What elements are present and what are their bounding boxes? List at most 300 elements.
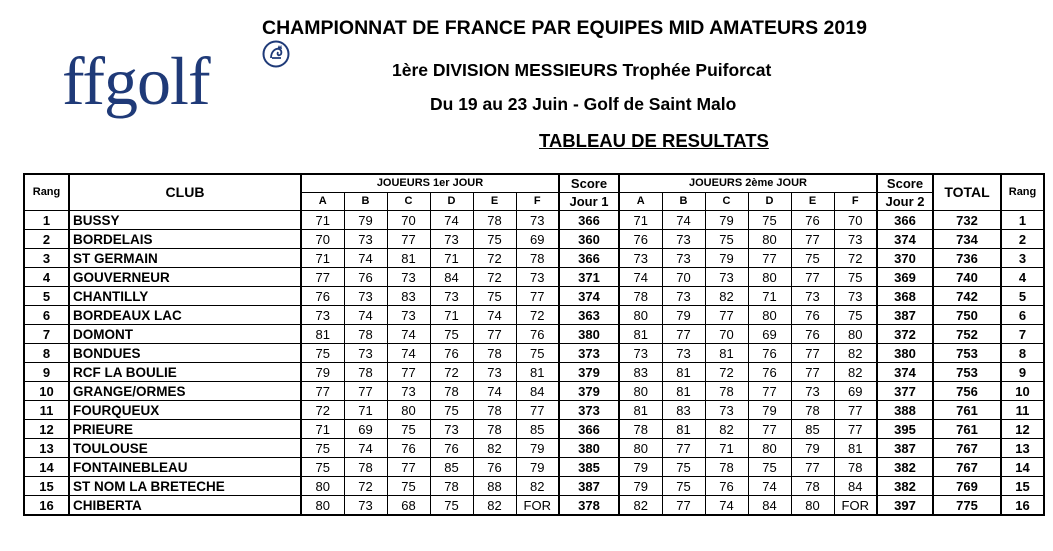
day2-score-cell: 76 [748,363,791,382]
table-row [24,477,1044,496]
day2-score-cell: 75 [662,458,705,477]
day1-score-cell: 73 [430,287,473,306]
day2-total-cell: 374 [877,363,933,382]
day1-score-cell: 75 [430,401,473,420]
day1-score-cell: 77 [387,230,430,249]
day1-score-cell: 75 [301,439,344,458]
day2-score-cell: 77 [748,382,791,401]
day2-total-cell: 397 [877,496,933,516]
table-row [24,344,1044,363]
player-b-header: B [344,193,387,211]
day2-score-cell: 81 [619,325,662,344]
day2-score-cell: 77 [662,496,705,516]
day1-score-cell: 81 [387,249,430,268]
day2-score-cell: 75 [662,477,705,496]
day2-total-cell: 366 [877,211,933,230]
total-cell: 767 [933,458,1001,477]
day1-score-cell: 76 [516,325,559,344]
day2-score-cell: 77 [834,401,877,420]
final-rank-cell: 3 [1001,249,1044,268]
day1-score-cell: 82 [473,496,516,516]
rank-cell: 14 [24,458,69,477]
day2-total-cell: 387 [877,306,933,325]
day1-score-cell: 71 [301,249,344,268]
day1-score-cell: 73 [301,306,344,325]
day1-score-cell: 72 [473,249,516,268]
club-name-cell: FOURQUEUX [69,401,301,420]
day1-total-cell: 371 [559,268,619,287]
day1-total-cell: 380 [559,325,619,344]
col-jour1-header: JOUEURS 1er JOUR [301,174,559,193]
club-name-cell: BORDEAUX LAC [69,306,301,325]
day2-score-cell: 74 [662,211,705,230]
day1-score-cell: 85 [430,458,473,477]
club-name-cell: DOMONT [69,325,301,344]
player-e-header: E [473,193,516,211]
day2-score-cell: 72 [834,249,877,268]
day2-total-cell: 387 [877,439,933,458]
table-row [24,363,1044,382]
day1-score-cell: 75 [387,420,430,439]
club-name-cell: TOULOUSE [69,439,301,458]
day1-score-cell: 78 [473,211,516,230]
day2-score-cell: 74 [748,477,791,496]
rank-cell: 13 [24,439,69,458]
day1-score-cell: 75 [301,458,344,477]
results-body [24,211,1044,516]
table-row [24,458,1044,477]
day1-score-cell: 84 [516,382,559,401]
day1-score-cell: 75 [387,477,430,496]
day2-score-cell: 73 [791,382,834,401]
col-jour2-header: JOUEURS 2ème JOUR [619,174,877,193]
col-rang-end-header: Rang [1001,174,1044,211]
day2-score-cell: 78 [619,287,662,306]
day1-score-cell: 74 [387,344,430,363]
table-row [24,249,1044,268]
division-subtitle: 1ère DIVISION MESSIEURS Trophée Puiforcat [392,60,772,80]
total-cell: 752 [933,325,1001,344]
total-cell: 732 [933,211,1001,230]
rank-cell: 9 [24,363,69,382]
day1-score-cell: 76 [473,458,516,477]
table-row [24,439,1044,458]
day1-score-cell: 73 [387,306,430,325]
total-cell: 756 [933,382,1001,401]
day1-score-cell: 82 [473,439,516,458]
day2-score-cell: 77 [662,325,705,344]
final-rank-cell: 16 [1001,496,1044,516]
day1-score-cell: 77 [344,382,387,401]
day2-total-cell: 382 [877,458,933,477]
final-rank-cell: 5 [1001,287,1044,306]
day2-score-cell: 77 [791,344,834,363]
day2-score-cell: 80 [619,439,662,458]
day1-score-cell: 77 [387,363,430,382]
day1-score-cell: 79 [516,439,559,458]
final-rank-cell: 15 [1001,477,1044,496]
day2-score-cell: 73 [619,344,662,363]
day2-score-cell: 76 [791,211,834,230]
final-rank-cell: 11 [1001,401,1044,420]
player-a-header: A [301,193,344,211]
day2-score-cell: 82 [834,344,877,363]
total-cell: 742 [933,287,1001,306]
day2-score-cell: 79 [748,401,791,420]
club-name-cell: BUSSY [69,211,301,230]
event-dates: Du 19 au 23 Juin - Golf de Saint Malo [430,94,737,114]
day2-score-cell: 77 [791,230,834,249]
day1-score-cell: 70 [301,230,344,249]
day1-score-cell: 75 [516,344,559,363]
day1-total-cell: 379 [559,382,619,401]
day2-score-cell: 81 [662,420,705,439]
day2-score-cell: 79 [662,306,705,325]
day2-score-cell: 81 [662,382,705,401]
day1-total-cell: 366 [559,420,619,439]
final-rank-cell: 7 [1001,325,1044,344]
rank-cell: 12 [24,420,69,439]
day1-score-cell: 71 [430,249,473,268]
day2-score-cell: 79 [705,211,748,230]
rank-cell: 3 [24,249,69,268]
day1-score-cell: 78 [430,382,473,401]
day2-score-cell: 77 [791,363,834,382]
day2-score-cell: 73 [834,230,877,249]
col-score2-header [877,174,933,193]
day2-score-cell: 76 [791,325,834,344]
table-row [24,420,1044,439]
day1-score-cell: 73 [516,211,559,230]
player-f2-header: F [834,193,877,211]
day1-score-cell: 73 [430,230,473,249]
day1-score-cell: 72 [473,268,516,287]
day1-score-cell: FOR [516,496,559,516]
day1-score-cell: 74 [344,249,387,268]
total-cell: 775 [933,496,1001,516]
total-cell: 734 [933,230,1001,249]
col-club-header: CLUB [69,174,301,211]
day1-score-cell: 78 [473,420,516,439]
col-rang-header: Rang [24,174,69,211]
day1-score-cell: 74 [387,325,430,344]
day1-score-cell: 78 [344,325,387,344]
day2-score-cell: 71 [748,287,791,306]
day2-score-cell: 80 [834,325,877,344]
day2-score-cell: 80 [748,268,791,287]
table-row [24,401,1044,420]
day2-score-cell: 70 [834,211,877,230]
day2-score-cell: 80 [791,496,834,516]
day2-score-cell: 79 [791,439,834,458]
day2-score-cell: 84 [834,477,877,496]
day1-total-cell: 385 [559,458,619,477]
day1-total-cell: 360 [559,230,619,249]
day1-score-cell: 76 [301,287,344,306]
day1-total-cell: 366 [559,211,619,230]
day2-score-cell: 73 [791,287,834,306]
day2-score-cell: 77 [834,420,877,439]
day1-score-cell: 77 [516,287,559,306]
table-row [24,382,1044,401]
day1-score-cell: 76 [344,268,387,287]
final-rank-cell: 13 [1001,439,1044,458]
player-d2-header: D [748,193,791,211]
day2-score-cell: 75 [748,458,791,477]
rank-cell: 8 [24,344,69,363]
total-cell: 736 [933,249,1001,268]
final-rank-cell: 10 [1001,382,1044,401]
rank-cell: 4 [24,268,69,287]
day1-total-cell: 373 [559,344,619,363]
day1-score-cell: 75 [430,496,473,516]
day1-score-cell: 71 [301,211,344,230]
total-cell: 761 [933,401,1001,420]
day2-score-cell: 73 [705,401,748,420]
table-row [24,287,1044,306]
final-rank-cell: 4 [1001,268,1044,287]
day2-score-cell: 79 [619,458,662,477]
table-row [24,268,1044,287]
day1-score-cell: 80 [387,401,430,420]
total-cell: 753 [933,344,1001,363]
day1-score-cell: 71 [344,401,387,420]
day2-score-cell: 82 [619,496,662,516]
day2-score-cell: 82 [705,420,748,439]
rank-cell: 16 [24,496,69,516]
rank-cell: 1 [24,211,69,230]
day1-score-cell: 84 [430,268,473,287]
score2-label: Score [886,176,924,191]
ffgolf-logo [62,38,294,130]
col-total-header: TOTAL [933,174,1001,211]
day1-score-cell: 78 [516,249,559,268]
day2-score-cell: 85 [791,420,834,439]
day2-score-cell: 83 [662,401,705,420]
day2-score-cell: 75 [834,306,877,325]
day1-score-cell: 78 [473,344,516,363]
player-d-header: D [430,193,473,211]
day2-score-cell: 78 [791,477,834,496]
day2-score-cell: 80 [619,382,662,401]
page-title: CHAMPIONNAT DE FRANCE PAR EQUIPES MID AMATEURS 2019 [262,17,867,39]
day2-total-cell: 368 [877,287,933,306]
day1-score-cell: 73 [473,363,516,382]
day2-total-cell: 380 [877,344,933,363]
day1-score-cell: 75 [430,325,473,344]
day1-score-cell: 73 [344,230,387,249]
day1-score-cell: 72 [301,401,344,420]
day2-score-cell: 83 [619,363,662,382]
day1-score-cell: 83 [387,287,430,306]
club-name-cell: ST GERMAIN [69,249,301,268]
day1-score-cell: 74 [344,439,387,458]
table-row [24,211,1044,230]
day1-score-cell: 74 [473,382,516,401]
club-name-cell: CHIBERTA [69,496,301,516]
day1-total-cell: 366 [559,249,619,268]
day1-score-cell: 72 [344,477,387,496]
day1-score-cell: 77 [301,382,344,401]
day2-score-cell: 82 [705,287,748,306]
day1-total-cell: 379 [559,363,619,382]
day1-score-cell: 81 [301,325,344,344]
day2-score-cell: 74 [619,268,662,287]
total-cell: 761 [933,420,1001,439]
day1-score-cell: 75 [473,230,516,249]
day2-total-cell: 395 [877,420,933,439]
day2-score-cell: 77 [791,458,834,477]
results-table [23,173,1045,516]
day2-total-cell: 388 [877,401,933,420]
day2-score-cell: 82 [834,363,877,382]
rank-cell: 15 [24,477,69,496]
logo-text: ffgolf [62,43,210,119]
day2-score-cell: 76 [791,306,834,325]
day2-score-cell: 81 [705,344,748,363]
day2-score-cell: 80 [619,306,662,325]
day2-score-cell: FOR [834,496,877,516]
day1-score-cell: 69 [516,230,559,249]
club-name-cell: ST NOM LA BRETECHE [69,477,301,496]
day2-score-cell: 77 [748,420,791,439]
day2-total-cell: 374 [877,230,933,249]
day2-score-cell: 84 [748,496,791,516]
club-name-cell: FONTAINEBLEAU [69,458,301,477]
day2-score-cell: 78 [705,382,748,401]
club-name-cell: GRANGE/ORMES [69,382,301,401]
score1-label: Score [570,176,608,191]
day1-score-cell: 71 [430,306,473,325]
day2-score-cell: 77 [791,268,834,287]
day1-score-cell: 79 [516,458,559,477]
day1-score-cell: 73 [344,287,387,306]
day1-total-cell: 378 [559,496,619,516]
day2-score-cell: 72 [705,363,748,382]
club-name-cell: BONDUES [69,344,301,363]
day1-score-cell: 79 [344,211,387,230]
day1-score-cell: 78 [473,401,516,420]
club-name-cell: CHANTILLY [69,287,301,306]
day2-total-cell: 372 [877,325,933,344]
day2-score-cell: 70 [662,268,705,287]
day1-score-cell: 71 [301,420,344,439]
day2-score-cell: 71 [705,439,748,458]
day1-score-cell: 70 [387,211,430,230]
player-f-header: F [516,193,559,211]
day2-score-cell: 76 [748,344,791,363]
table-row [24,230,1044,249]
day2-score-cell: 76 [619,230,662,249]
club-name-cell: PRIEURE [69,420,301,439]
final-rank-cell: 2 [1001,230,1044,249]
day1-score-cell: 80 [301,496,344,516]
day2-total-cell: 382 [877,477,933,496]
day2-score-cell: 81 [662,363,705,382]
rank-cell: 10 [24,382,69,401]
day1-score-cell: 82 [516,477,559,496]
day2-score-cell: 73 [619,249,662,268]
total-cell: 767 [933,439,1001,458]
day2-score-cell: 69 [748,325,791,344]
day2-total-cell: 369 [877,268,933,287]
day2-score-cell: 75 [791,249,834,268]
day1-score-cell: 75 [473,287,516,306]
final-rank-cell: 6 [1001,306,1044,325]
day2-score-cell: 78 [619,420,662,439]
day1-score-cell: 68 [387,496,430,516]
day1-score-cell: 74 [473,306,516,325]
day2-score-cell: 73 [662,344,705,363]
day1-total-cell: 363 [559,306,619,325]
final-rank-cell: 8 [1001,344,1044,363]
day1-total-cell: 380 [559,439,619,458]
col-score1-header [559,174,619,193]
day1-score-cell: 76 [387,439,430,458]
table-row [24,496,1044,516]
day2-score-cell: 75 [705,230,748,249]
day2-score-cell: 80 [748,439,791,458]
final-rank-cell: 12 [1001,420,1044,439]
day2-score-cell: 77 [705,306,748,325]
final-rank-cell: 9 [1001,363,1044,382]
day2-score-cell: 71 [619,211,662,230]
total-cell: 753 [933,363,1001,382]
day1-score-cell: 72 [430,363,473,382]
day1-score-cell: 79 [301,363,344,382]
day1-score-cell: 76 [430,439,473,458]
table-title: TABLEAU DE RESULTATS [539,130,769,151]
final-rank-cell: 14 [1001,458,1044,477]
player-c2-header: C [705,193,748,211]
rank-cell: 6 [24,306,69,325]
rank-cell: 2 [24,230,69,249]
day2-score-cell: 73 [662,230,705,249]
day1-score-cell: 72 [516,306,559,325]
day2-score-cell: 73 [705,268,748,287]
day2-score-cell: 81 [834,439,877,458]
day1-score-cell: 73 [387,382,430,401]
day1-score-cell: 77 [473,325,516,344]
day1-score-cell: 73 [516,268,559,287]
day1-score-cell: 77 [387,458,430,477]
day2-score-cell: 79 [705,249,748,268]
day1-score-cell: 76 [430,344,473,363]
day2-score-cell: 75 [748,211,791,230]
total-cell: 740 [933,268,1001,287]
day1-score-cell: 78 [344,458,387,477]
day2-score-cell: 74 [705,496,748,516]
jour2-score-header: Jour 2 [877,193,933,211]
day2-total-cell: 370 [877,249,933,268]
day1-score-cell: 80 [301,477,344,496]
day1-total-cell: 387 [559,477,619,496]
day2-score-cell: 77 [748,249,791,268]
day2-total-cell: 377 [877,382,933,401]
day2-score-cell: 78 [834,458,877,477]
day1-score-cell: 81 [516,363,559,382]
day2-score-cell: 73 [834,287,877,306]
day2-score-cell: 73 [662,287,705,306]
day2-score-cell: 80 [748,230,791,249]
player-c-header: C [387,193,430,211]
day1-score-cell: 75 [301,344,344,363]
day1-score-cell: 74 [344,306,387,325]
player-a2-header: A [619,193,662,211]
day2-score-cell: 79 [619,477,662,496]
total-cell: 750 [933,306,1001,325]
day1-score-cell: 88 [473,477,516,496]
